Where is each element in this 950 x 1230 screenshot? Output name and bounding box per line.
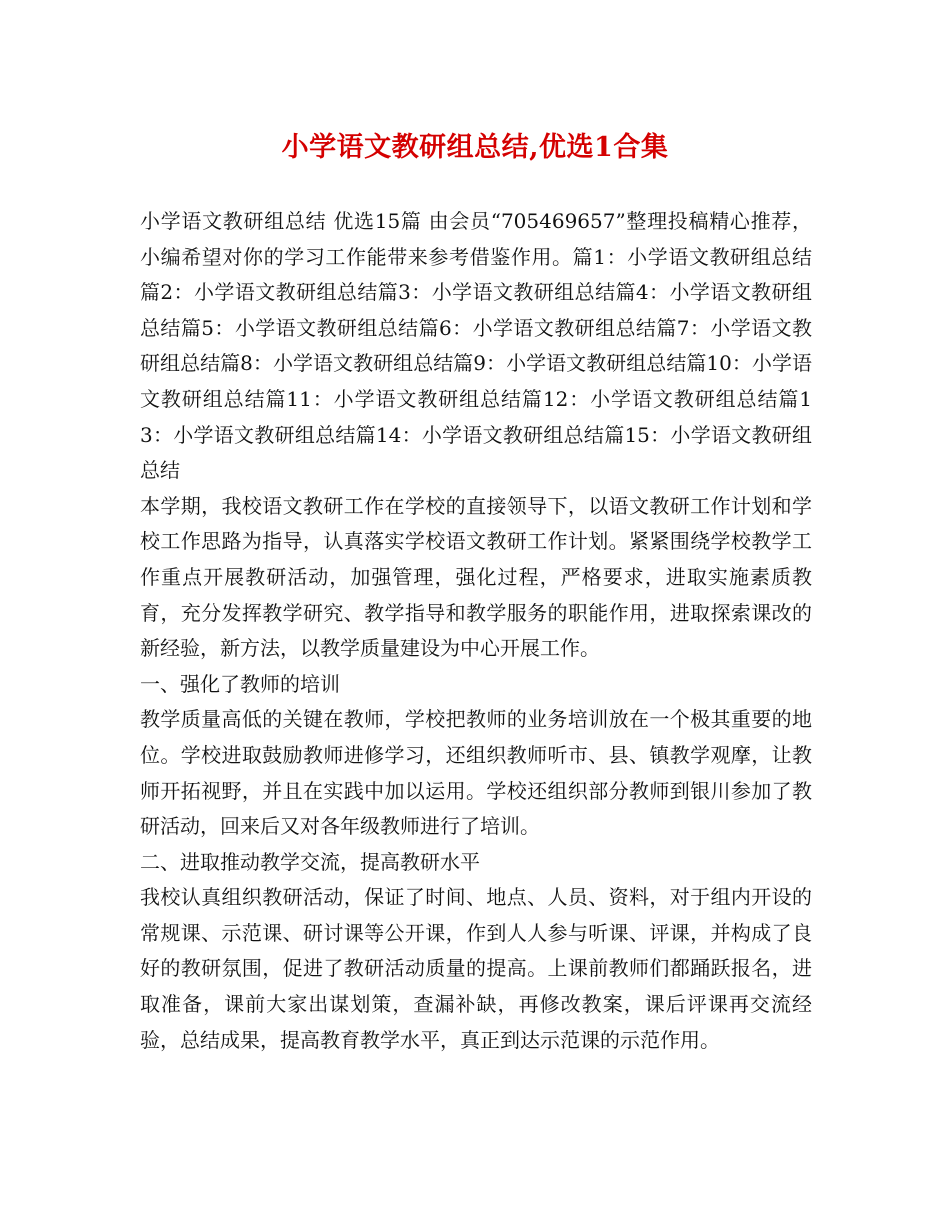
section-1-paragraph: 教学质量高低的关键在教师，学校把教师的业务培训放在一个极其重要的地位。学校进取鼓励教师进修学习，还组织教师听市、县、镇教学观摩，让教师开拓视野，并且在实践中加以运用。学校还组织部分教师到银川参加了教研活动，回来后又对各年级教师进行了培训。 — [140, 707, 812, 839]
section-2-paragraph: 我校认真组织教研活动，保证了时间、地点、人员、资料，对于组内开设的常规课、示范课、研讨课等公开课，作到人人参与听课、评课，并构成了良好的教研氛围，促进了教研活动质量的提高。上课前教师们都踊跃报名，进取准备，课前大家出谋划策，查漏补缺，再修改教案，课后评课再交流经验，总结成果，提高教育教学水平，真正到达示范课的示范作用。 — [140, 885, 812, 1052]
document-title: 小学语文教研组总结,优选1合集 — [281, 132, 669, 163]
overview-paragraph: 本学期，我校语文教研工作在学校的直接领导下，以语文教研工作计划和学校工作思路为指导，认真落实学校语文教研工作计划。紧紧围绕学校教学工作重点开展教研活动，加强管理，强化过程，严格要求，进取实施素质教育，充分发挥教学研究、教学指导和教学服务的职能作用，进取探索课改的新经验，新方法，以教学质量建设为中心开展工作。 — [140, 493, 812, 661]
section-heading-2: 二、进取推动教学交流，提高教研水平 — [140, 849, 480, 874]
document-body — [140, 204, 812, 1058]
intro-paragraph: 小学语文教研组总结 优选15篇 由会员“705469657”整理投稿精心推荐，小编希望对你的学习工作能带来参考借鉴作用。篇1：小学语文教研组总结篇2：小学语文教研组总结篇3：小学语文教研组总结篇4：小学语文教研组总结篇5：小学语文教研组总结篇6：小学语文教研组总结篇7：小学语文教研组总结篇8：小学语文教研组总结篇9：小学语文教研组总结篇10：小学语文教研组总结篇11：小学语文教研组总结篇12：小学语文教研组总结篇13：小学语文教研组总结篇14：小学语文教研组总结篇15：小学语文教研组总结 — [140, 209, 812, 483]
section-heading-1: 一、强化了教师的培训 — [140, 671, 340, 696]
